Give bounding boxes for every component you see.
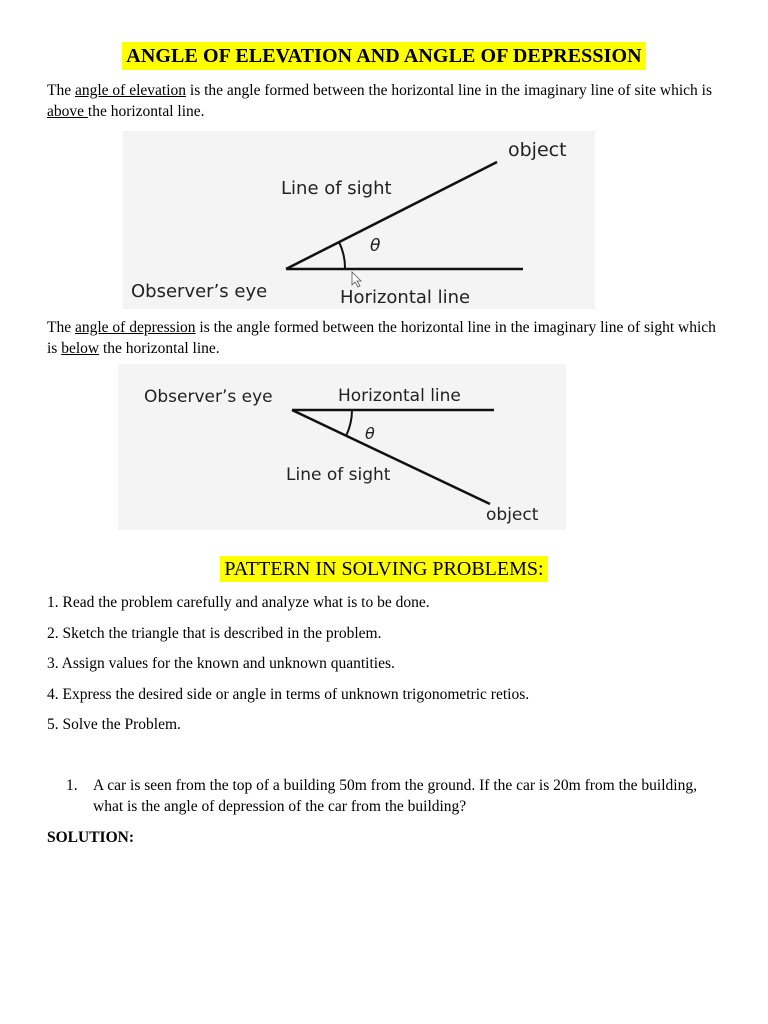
depression-relation: below — [61, 340, 100, 357]
step-item: 4. Express the desired side or angle in terms of unknown trigonometric retios. — [47, 685, 530, 703]
elevation-horizontal-label: Horizontal line — [340, 287, 471, 308]
depression-term: angle of depression — [74, 319, 196, 336]
elevation-term: angle of elevation — [74, 82, 187, 99]
elevation-text-3: the horizontal line. — [87, 103, 205, 120]
mouse-cursor-icon — [352, 272, 361, 287]
solution-label: SOLUTION: — [47, 829, 134, 846]
page-title: ANGLE OF ELEVATION AND ANGLE OF DEPRESSION — [122, 42, 645, 70]
depression-angle-arc — [346, 410, 352, 436]
step-item: 3. Assign values for the known and unknown quantities. — [47, 655, 395, 672]
pattern-heading: PATTERN IN SOLVING PROBLEMS: — [220, 556, 547, 582]
elevation-figure — [123, 131, 595, 309]
depression-figure — [118, 364, 566, 530]
depression-text-2: is the angle formed between the horizontal line in the imaginary line of sight which is — [47, 319, 716, 357]
depression-text-1: The — [47, 319, 75, 336]
depression-object-label: object — [486, 505, 539, 525]
elevation-theta-label: θ — [370, 236, 381, 256]
elevation-observer-label: Observer’s eye — [131, 281, 268, 302]
step-item: 2. Sketch the triangle that is described in the problem. — [47, 624, 382, 642]
elevation-diagram — [123, 131, 595, 309]
elevation-relation: above — [47, 103, 88, 120]
steps-list — [47, 593, 529, 746]
elevation-line-of-sight-label: Line of sight — [281, 178, 392, 199]
depression-line-of-sight-label: Line of sight — [286, 465, 391, 485]
title-wrap — [0, 42, 768, 70]
depression-definition — [47, 317, 727, 359]
depression-sight-line — [292, 410, 490, 504]
elevation-angle-arc — [339, 242, 345, 269]
pattern-heading-wrap — [0, 556, 768, 582]
problem-number: 1. — [66, 777, 78, 794]
elevation-text-2: is the angle formed between the horizontal line in the imaginary line of site which is — [186, 82, 713, 99]
elevation-definition — [47, 80, 727, 122]
depression-diagram — [118, 364, 566, 530]
depression-observer-label: Observer’s eye — [144, 387, 273, 407]
depression-theta-label: θ — [365, 424, 375, 443]
step-item: 1. Read the problem carefully and analyze what is to be done. — [47, 594, 430, 611]
depression-text-3: the horizontal line. — [99, 340, 220, 357]
depression-horizontal-label: Horizontal line — [338, 386, 461, 406]
problem-text: A car is seen from the top of a building 50m from the ground. If the car is 20m from the building, what is the angle of depression of the car from the building? — [93, 777, 697, 815]
step-item: 5. Solve the Problem. — [47, 716, 181, 733]
elevation-object-label: object — [508, 139, 567, 161]
problem-item — [66, 775, 716, 817]
elevation-text-1: The — [47, 82, 75, 99]
